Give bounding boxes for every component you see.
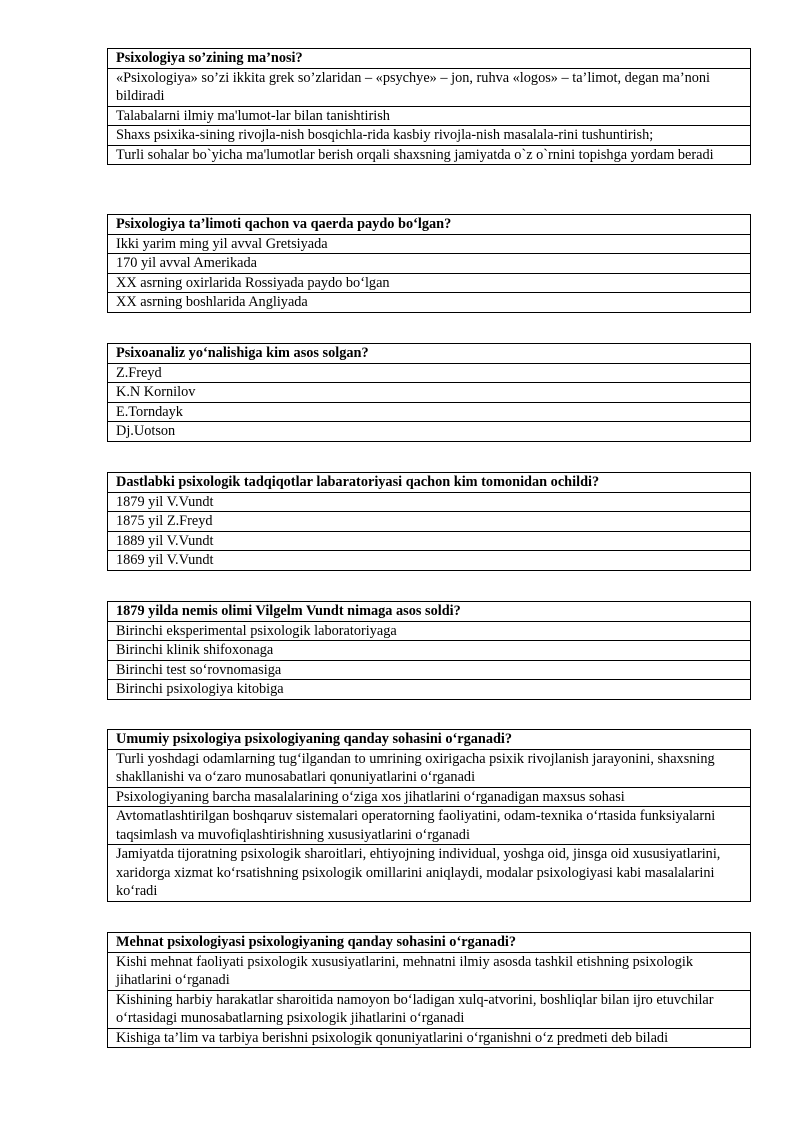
answer-row <box>108 990 751 1028</box>
answer-row <box>108 234 751 254</box>
question-table <box>107 729 751 902</box>
answer-row <box>108 106 751 126</box>
answer-text: Talabalarni ilmiy ma'lumot-lar bilan tanishtirish <box>108 106 751 126</box>
answer-row <box>108 254 751 274</box>
answer-text: Turli yoshdagi odamlarning tug‘ilgandan to umrining oxirigacha psixik rivojlanish jarayonini, shaxsning shakllanishi va o‘zaro munosabatlari qonuniyatlarini o‘rganadi <box>108 749 751 787</box>
question-row <box>108 344 751 364</box>
answer-row <box>108 807 751 845</box>
question-row <box>108 473 751 493</box>
answer-text: XX asrning boshlarida Angliyada <box>108 293 751 313</box>
answer-row <box>108 952 751 990</box>
answer-row <box>108 845 751 902</box>
question-row <box>108 730 751 750</box>
answer-text: 170 yil avval Amerikada <box>108 254 751 274</box>
answer-row <box>108 787 751 807</box>
answer-text: 1879 yil V.Vundt <box>108 492 751 512</box>
answer-text: Ikki yarim ming yil avval Gretsiyada <box>108 234 751 254</box>
question-row <box>108 49 751 69</box>
answer-text: Turli sohalar bo`yicha ma'lumotlar berish orqali shaxsning jamiyatda o`z o`rnini topishga yordam beradi <box>108 145 751 165</box>
answer-text: K.N Kornilov <box>108 383 751 403</box>
answer-text: Kishining harbiy harakatlar sharoitida namoyon bo‘ladigan xulq-atvorini, boshliqlar bilan ijro etuvchilar o‘rtasidagi munosabatlarning psixologik jihatlarini o‘rganadi <box>108 990 751 1028</box>
question-text: Psixoanaliz yo‘nalishiga kim asos solgan? <box>108 344 751 364</box>
answer-text: Shaxs psixika-sining rivojla-nish bosqichla-rida kasbiy rivojla-nish masalala-rini tushuntirish; <box>108 126 751 146</box>
answer-row <box>108 273 751 293</box>
answer-row <box>108 749 751 787</box>
answer-row <box>108 680 751 700</box>
question-text: Psixologiya so’zining ma’nosi? <box>108 49 751 69</box>
answer-row <box>108 68 751 106</box>
answer-row <box>108 402 751 422</box>
answer-text: E.Torndayk <box>108 402 751 422</box>
answer-row <box>108 512 751 532</box>
answer-text: 1869 yil V.Vundt <box>108 551 751 571</box>
answer-text: Birinchi klinik shifoxonaga <box>108 641 751 661</box>
answer-text: 1875 yil Z.Freyd <box>108 512 751 532</box>
answer-row <box>108 383 751 403</box>
answer-text: Birinchi eksperimental psixologik laboratoriyaga <box>108 621 751 641</box>
question-row <box>108 602 751 622</box>
answer-row <box>108 660 751 680</box>
question-text: Mehnat psixologiyasi psixologiyaning qanday sohasini o‘rganadi? <box>108 933 751 953</box>
answer-text: Birinchi psixologiya kitobiga <box>108 680 751 700</box>
answer-text: 1889 yil V.Vundt <box>108 531 751 551</box>
question-table <box>107 472 751 571</box>
question-table <box>107 932 751 1048</box>
question-row <box>108 933 751 953</box>
question-table <box>107 48 751 165</box>
answer-text: Avtomatlashtirilgan boshqaruv sistemalari operatorning faoliyatini, odam-texnika o‘rtasida funksiyalarni taqsimlash va muvofiqlashtirishning xususiyatlarini o‘rganadi <box>108 807 751 845</box>
answer-row <box>108 293 751 313</box>
answer-text: Kishi mehnat faoliyati psixologik xususiyatlarini, mehnatni ilmiy asosda tashkil etishning psixologik jihatlarini o‘rganadi <box>108 952 751 990</box>
answer-row <box>108 621 751 641</box>
question-row <box>108 215 751 235</box>
answer-row <box>108 363 751 383</box>
answer-row <box>108 1028 751 1048</box>
question-text: Dastlabki psixologik tadqiqotlar labaratoriyasi qachon kim tomonidan ochildi? <box>108 473 751 493</box>
question-table <box>107 214 751 313</box>
answer-row <box>108 126 751 146</box>
answer-text: Birinchi test so‘rovnomasiga <box>108 660 751 680</box>
answer-row <box>108 641 751 661</box>
answer-row <box>108 145 751 165</box>
answer-text: «Psixologiya» so’zi ikkita grek so’zlaridan – «psychye» – jon, ruhva «logos» – ta’limot, degan ma’noni bildiradi <box>108 68 751 106</box>
question-text: Psixologiya ta’limoti qachon va qaerda paydo bo‘lgan? <box>108 215 751 235</box>
answer-row <box>108 551 751 571</box>
answer-text: XX asrning oxirlarida Rossiyada paydo bo‘lgan <box>108 273 751 293</box>
answer-row <box>108 492 751 512</box>
answer-text: Dj.Uotson <box>108 422 751 442</box>
question-text: Umumiy psixologiya psixologiyaning qanday sohasini o‘rganadi? <box>108 730 751 750</box>
answer-row <box>108 422 751 442</box>
answer-text: Psixologiyaning barcha masalalarining o‘ziga xos jihatlarini o‘rganadigan maxsus sohasi <box>108 787 751 807</box>
answer-text: Jamiyatda tijoratning psixologik sharoitlari, ehtiyojning individual, yoshga oid, jinsga oid xususiyatlarini, xaridorga xizmat ko‘rsatishning psixologik omillarini aniqlaydi, modalar psixologiyasi kabi masalalarini ko‘radi <box>108 845 751 902</box>
answer-text: Z.Freyd <box>108 363 751 383</box>
question-text: 1879 yilda nemis olimi Vilgelm Vundt nimaga asos soldi? <box>108 602 751 622</box>
question-table <box>107 343 751 442</box>
answer-row <box>108 531 751 551</box>
question-table <box>107 601 751 700</box>
answer-text: Kishiga ta’lim va tarbiya berishni psixologik qonuniyatlarini o‘rganishni o‘z predmeti deb biladi <box>108 1028 751 1048</box>
